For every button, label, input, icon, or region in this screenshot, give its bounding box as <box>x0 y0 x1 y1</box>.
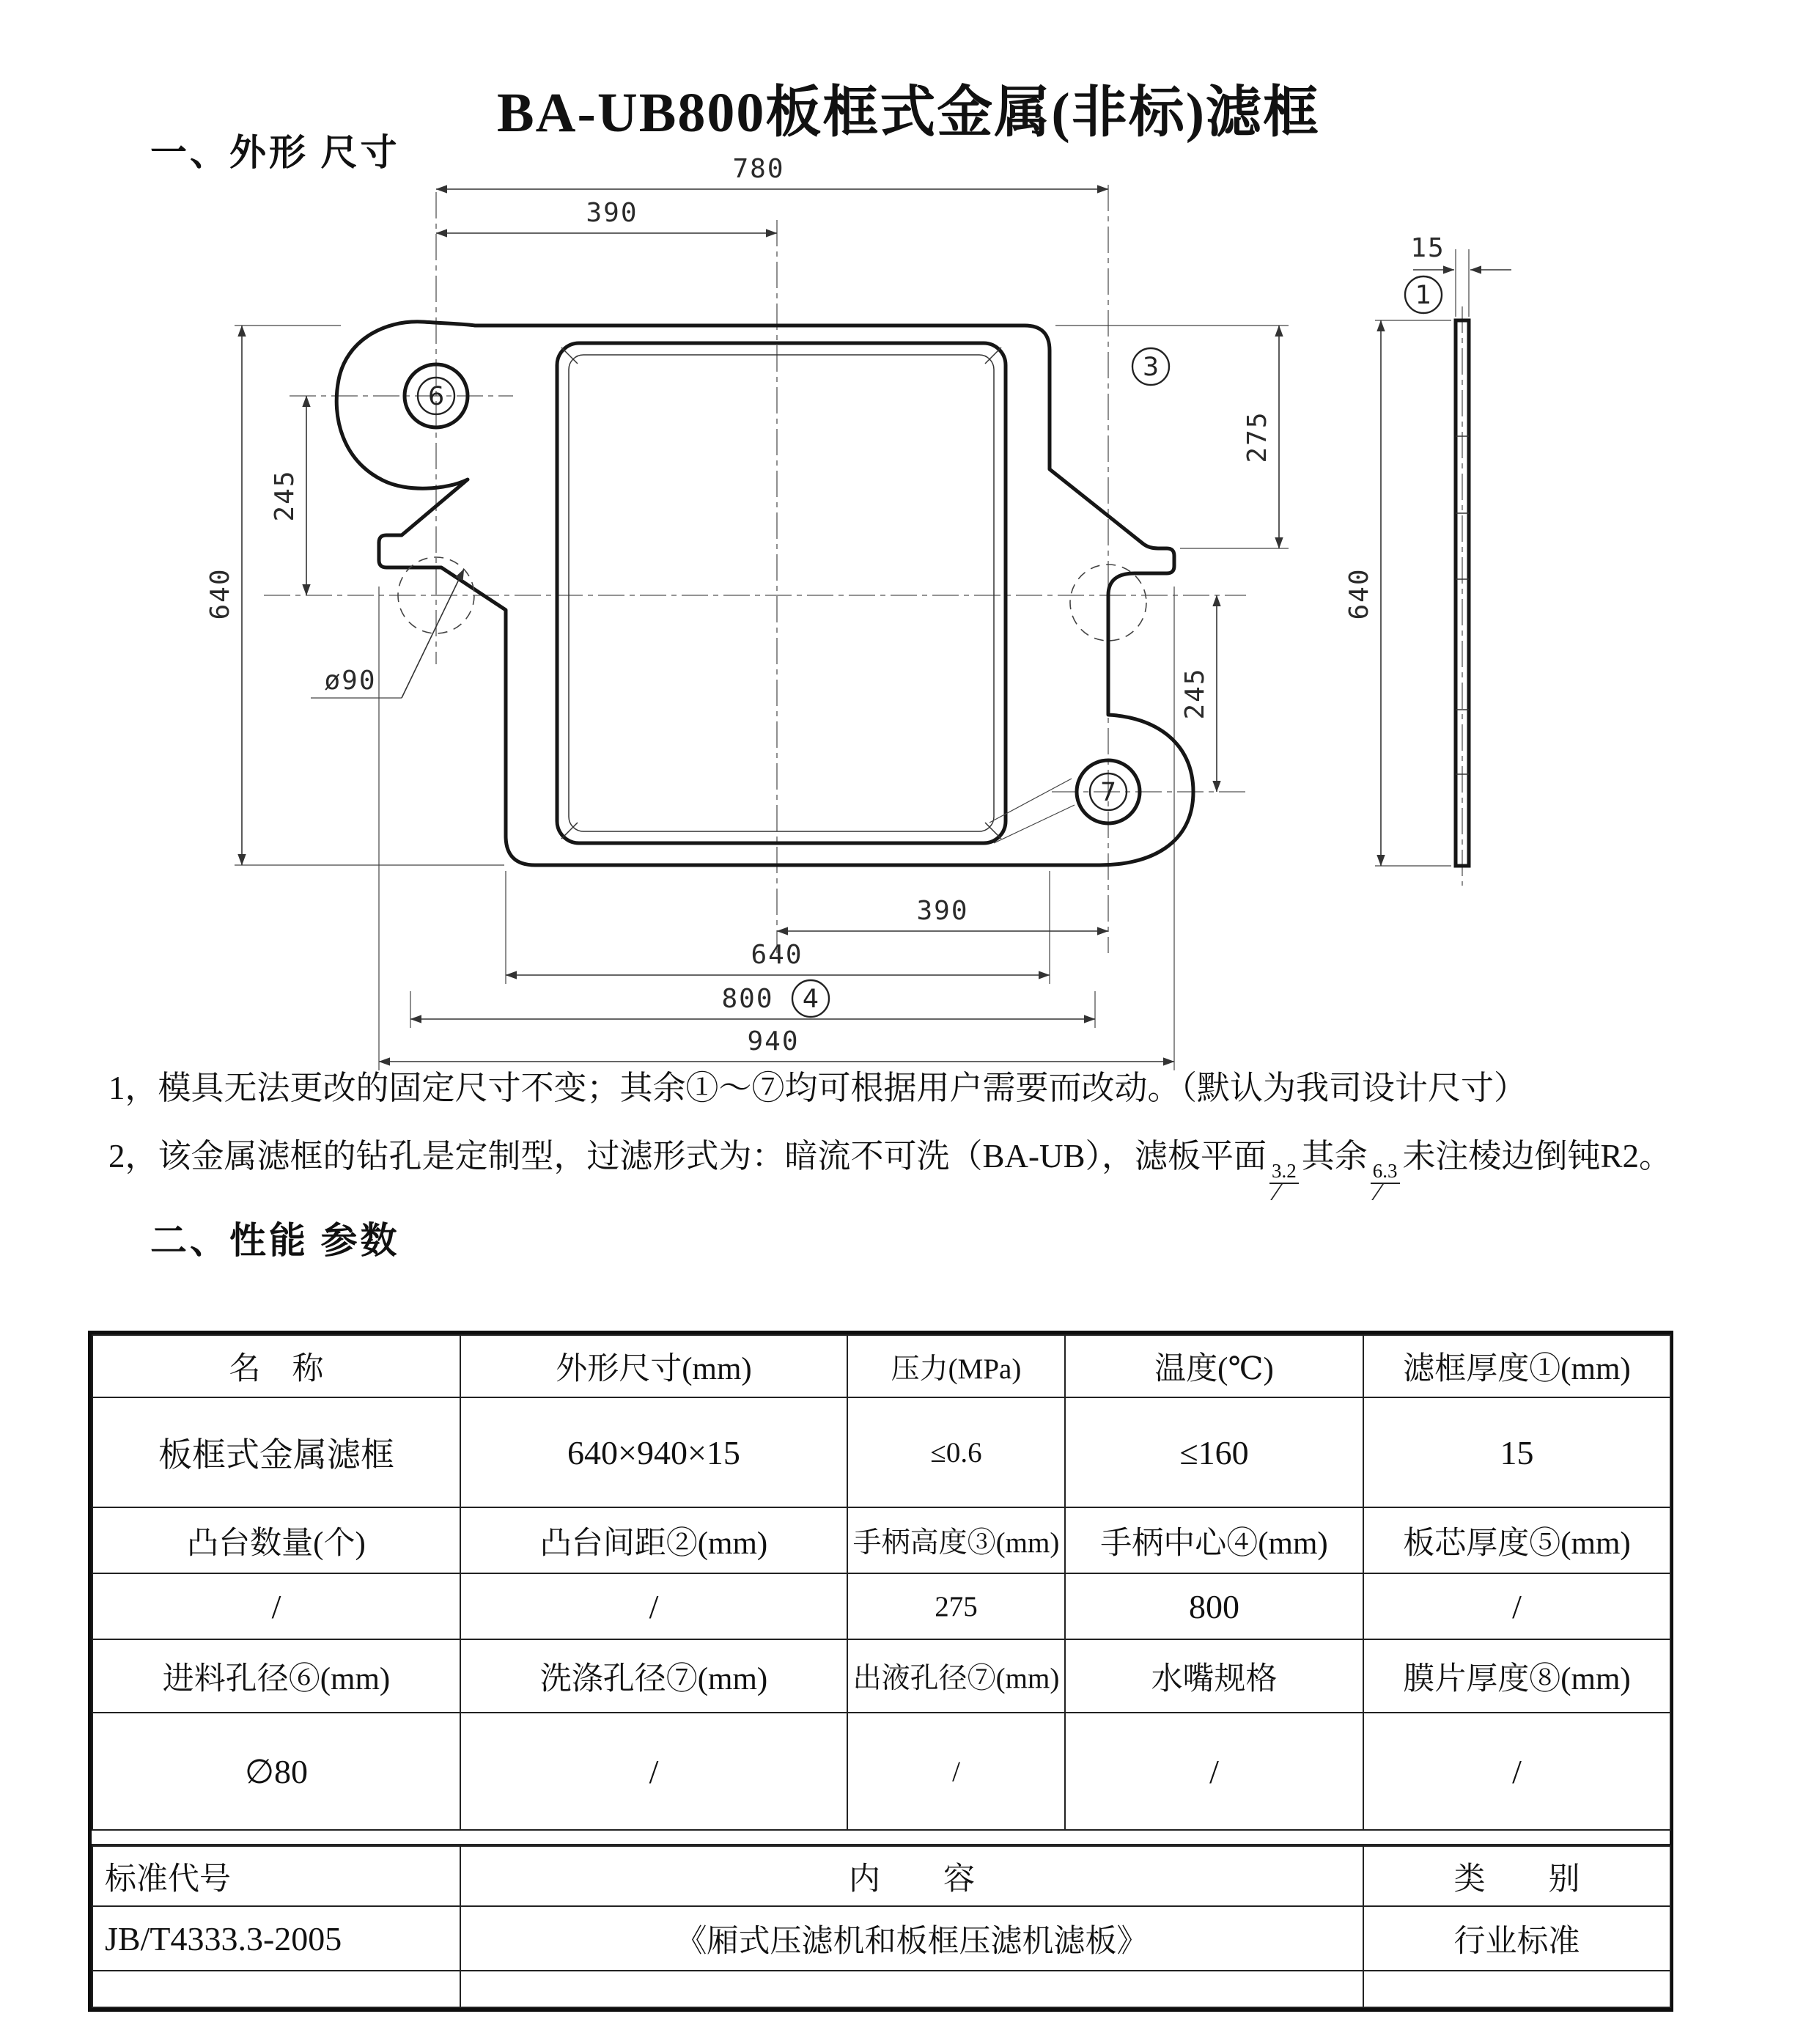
table-cell: 水嘴规格 <box>1065 1639 1363 1713</box>
dim-640-left <box>205 326 242 865</box>
table-cell: JB/T4333.3-2005 <box>92 1906 460 1971</box>
note-2 <box>108 1133 1802 1200</box>
table-cell: 类 别 <box>1363 1846 1670 1906</box>
table-row <box>92 1507 1670 1573</box>
table-cell: ∅80 <box>92 1713 460 1830</box>
table-cell: 压力(MPa) <box>847 1335 1065 1397</box>
table-cell <box>460 1971 1363 2007</box>
table-cell: / <box>92 1573 460 1639</box>
table-row <box>92 1906 1670 1971</box>
standard-sub-table <box>92 1845 1671 2008</box>
dim-390-top <box>436 198 777 233</box>
dim-640-bottom <box>506 940 1050 975</box>
svg-text:780: 780 <box>732 154 785 184</box>
table-cell: 《厢式压滤机和板框压滤机滤板》 <box>460 1906 1363 1971</box>
recess-inner-line <box>569 355 994 831</box>
table-cell: 出液孔径⑦(mm) <box>847 1639 1065 1713</box>
table-cell: / <box>847 1713 1065 1830</box>
performance-table <box>88 1331 1673 2012</box>
svg-text:275: 275 <box>1242 411 1272 463</box>
roughness-symbol-3-2: 3.2 <box>1269 1161 1299 1200</box>
svg-text:7: 7 <box>1099 778 1117 807</box>
table-cell <box>1363 1971 1670 2007</box>
table-cell: 275 <box>847 1573 1065 1639</box>
svg-text:940: 940 <box>747 1026 800 1056</box>
svg-text:4: 4 <box>802 985 819 1014</box>
svg-text:390: 390 <box>916 896 969 926</box>
roughness-symbol-6-3: 6.3 <box>1371 1161 1400 1200</box>
dim-780 <box>436 154 1108 189</box>
svg-text:390: 390 <box>586 198 638 228</box>
svg-text:245: 245 <box>270 469 300 522</box>
table-row <box>92 1639 1670 1713</box>
table-cell: 标准代号 <box>92 1846 460 1906</box>
balloon-1 <box>1405 276 1442 313</box>
table-cell: 温度(℃) <box>1065 1335 1363 1397</box>
table-cell: / <box>460 1573 847 1639</box>
dim-245-right <box>1180 595 1217 792</box>
note-2-text-c: 未注棱边倒钝R2。 <box>1402 1138 1673 1174</box>
table-cell: 洗涤孔径⑦(mm) <box>460 1639 847 1713</box>
table-cell: / <box>1363 1573 1670 1639</box>
table-cell: 手柄中心④(mm) <box>1065 1507 1363 1573</box>
recess-outline <box>557 343 1006 843</box>
note-2-text-a: 2，该金属滤框的钻孔是定制型，过滤形式为：暗流不可洗（BA-UB），滤板平面 <box>108 1138 1267 1174</box>
table-row <box>92 1713 1670 1830</box>
table-cell: / <box>1065 1713 1363 1830</box>
table-row <box>92 1971 1670 2007</box>
table-cell: 板框式金属滤框 <box>92 1397 460 1507</box>
table-cell: 800 <box>1065 1573 1363 1639</box>
table-cell: ≤160 <box>1065 1397 1363 1507</box>
table-cell: 手柄高度③(mm) <box>847 1507 1065 1573</box>
table-cell: 15 <box>1363 1397 1670 1507</box>
table-cell: 膜片厚度⑧(mm) <box>1363 1639 1670 1713</box>
table-cell: 行业标准 <box>1363 1906 1670 1971</box>
table-cell: / <box>1363 1713 1670 1830</box>
dim-640-side <box>1344 320 1381 866</box>
table-cell: ≤0.6 <box>847 1397 1065 1507</box>
table-cell: 名 称 <box>92 1335 460 1397</box>
svg-text:640: 640 <box>205 567 235 620</box>
table-cell <box>92 1971 460 2007</box>
svg-text:6: 6 <box>427 382 445 411</box>
svg-text:245: 245 <box>1180 667 1210 720</box>
svg-text:ø90: ø90 <box>324 666 377 696</box>
section-heading-performance: 二、性能 参数 <box>150 1220 400 1261</box>
table-cell: 板芯厚度⑤(mm) <box>1363 1507 1670 1573</box>
table-row <box>92 1573 1670 1639</box>
table-cell: 滤框厚度①(mm) <box>1363 1335 1670 1397</box>
main-parameter-table <box>92 1334 1671 1831</box>
table-cell: 凸台数量(个) <box>92 1507 460 1573</box>
balloon-3 <box>1132 348 1169 385</box>
svg-text:640: 640 <box>1344 567 1374 620</box>
page-title: BA-UB800板框式金属(非标)滤框 <box>496 82 1321 144</box>
dim-800-bottom <box>410 980 1095 1019</box>
svg-text:15: 15 <box>1410 233 1445 263</box>
table-cell: 内 容 <box>460 1846 1363 1906</box>
table-row <box>92 1397 1670 1507</box>
table-cell: 外形尺寸(mm) <box>460 1335 847 1397</box>
svg-text:800: 800 <box>721 984 774 1014</box>
svg-text:640: 640 <box>751 940 803 970</box>
dim-275-right <box>1242 326 1279 548</box>
dim-390-bottom <box>777 896 1108 931</box>
dim-15-thickness <box>1410 233 1511 270</box>
dim-940-bottom <box>379 1026 1174 1062</box>
note-1: 1，模具无法更改的固定尺寸不变；其余①～⑦均可根据用户需要而改动。（默认为我司设计尺寸） <box>108 1070 1527 1106</box>
svg-text:1: 1 <box>1415 281 1432 310</box>
table-cell: 凸台间距②(mm) <box>460 1507 847 1573</box>
table-cell: 640×940×15 <box>460 1397 847 1507</box>
section-heading-dimensions: 一、外形 尺寸 <box>150 132 400 173</box>
table-cell: / <box>460 1713 847 1830</box>
dim-245-left <box>270 396 306 595</box>
table-cell: 进料孔径⑥(mm) <box>92 1639 460 1713</box>
table-row <box>92 1846 1670 1906</box>
svg-text:3: 3 <box>1142 353 1160 382</box>
table-separator <box>92 1831 1670 1845</box>
note-2-text-b: 其余 <box>1301 1138 1368 1174</box>
table-row <box>92 1335 1670 1397</box>
